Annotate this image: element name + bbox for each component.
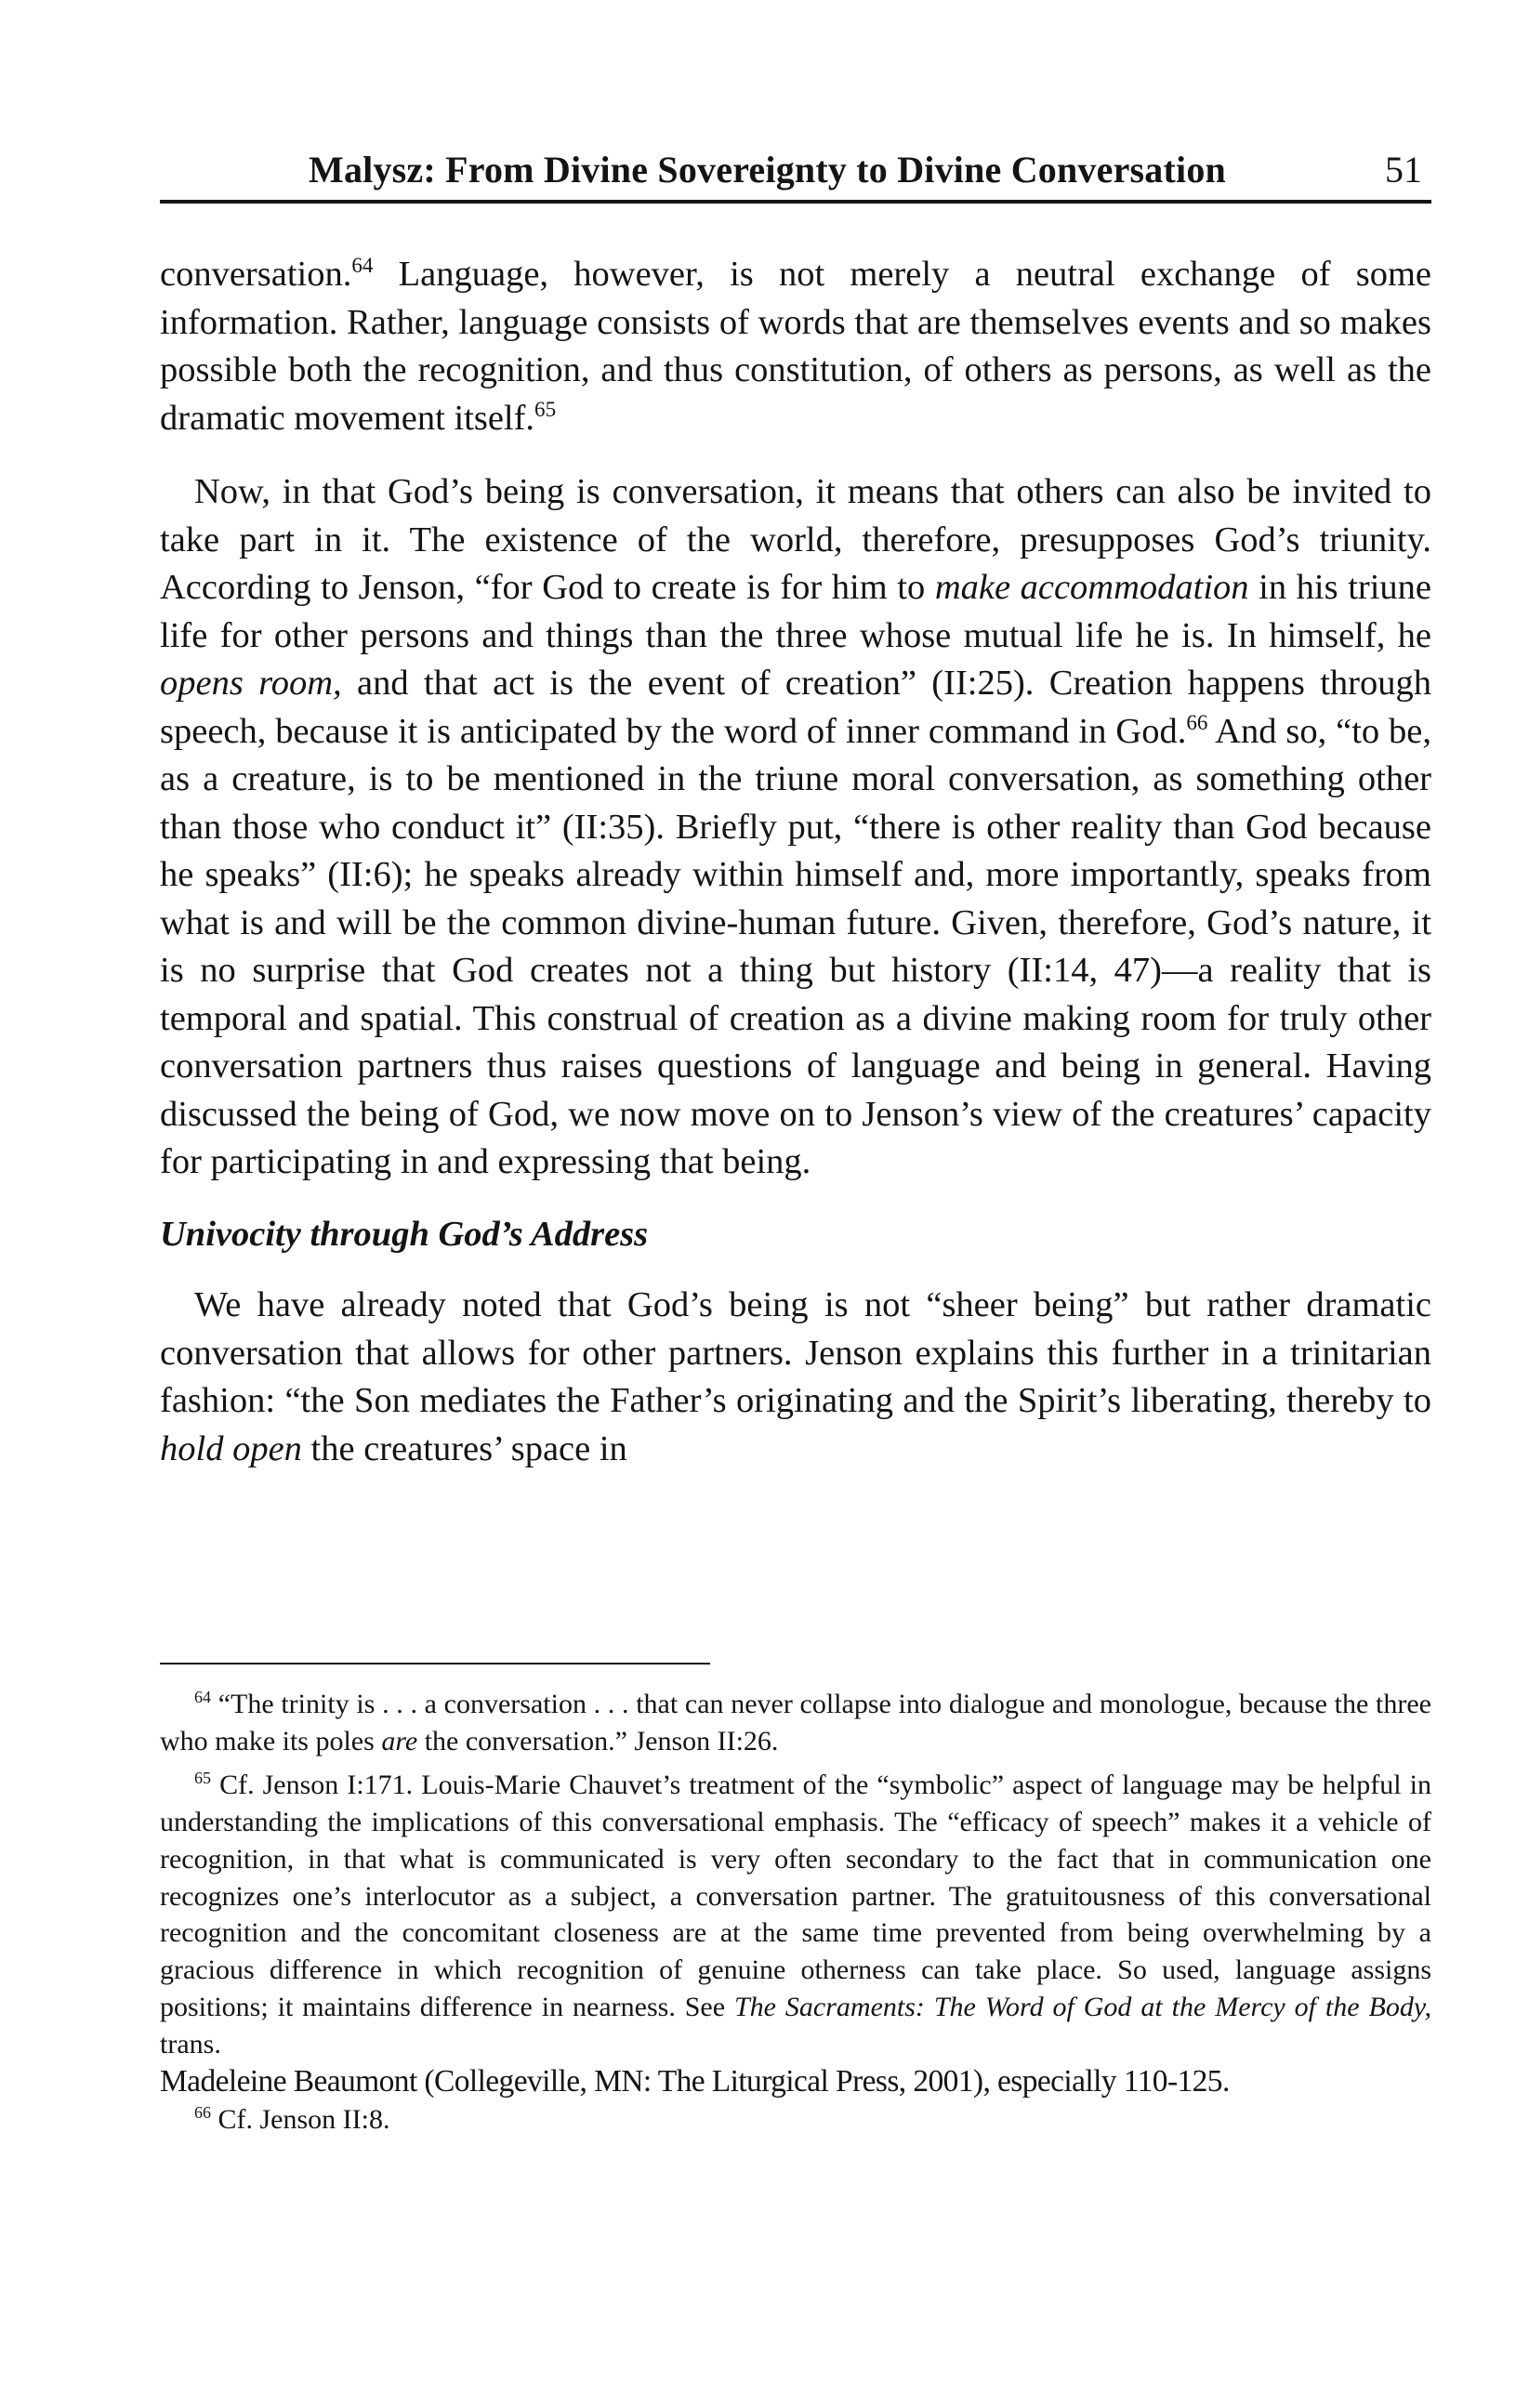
text-run: “The trinity is . . . a conversation . . . that can never collapse into dialogue and monologue, because the three who make its poles bbox=[160, 1689, 1431, 1757]
footnote-64 bbox=[160, 1686, 1431, 1760]
text-run: in his triune life for other persons and things than the three whose mutual life he is. In himself, he bbox=[160, 568, 1431, 655]
running-head bbox=[160, 144, 1431, 204]
body-text bbox=[160, 251, 1431, 1473]
paragraph-2 bbox=[160, 468, 1431, 1187]
emphasis: make accommodation bbox=[934, 568, 1249, 607]
footnote-number: 64 bbox=[194, 1688, 211, 1706]
footnote-number: 66 bbox=[194, 2102, 211, 2122]
text-run: Cf. Jenson I:171. Louis-Marie Chauvet’s treatment of the “symbolic” aspect of language may be helpful in understanding the implications of this conversational emphasis. The “efficacy of speech” makes it a vehicle of recognition, in that what is communicated is very often secondary to the fact that in communication one recognizes one’s interlocutor as a subject, a conversation partner. The gratuitousness of this conversational recognition and the concomitant closeness are at the same time prevented from being overwhelming by a gracious difference in which recognition of genuine otherness can take place. So used, language assigns positions; it maintains difference in nearness. See bbox=[160, 1769, 1431, 2023]
text-run: Cf. Jenson II:8. bbox=[211, 2103, 390, 2135]
text-run: the creatures’ space in bbox=[301, 1428, 627, 1468]
footnote-separator bbox=[160, 1663, 710, 1665]
text-run: and that act is the event of creation” (II:25). Creation happens through speech, because it is anticipated by the word of inner command in God. bbox=[160, 664, 1431, 751]
emphasis: hold open bbox=[160, 1428, 302, 1468]
emphasis: The Sacraments: The Word of God at the Mercy of the Body, bbox=[734, 1992, 1431, 2023]
text-run: And so, “to be, as a creature, is to be mentioned in the triune moral conversation, as something other than those who conduct it” (II:35). Briefly put, “there is other reality than God because he speaks” (II:6); he speaks already within himself and, more importantly, speaks from what is and will be the common divine-human future. Given, therefore, God’s nature, it is no surprise that God creates not a thing but history (II:14, 47)—a reality that is temporal and spatial. This construal of creation as a divine making room for truly other conversation partners thus raises questions of language and being in general. Having discussed the being of God, we now move on to Jenson’s view of the creatures’ capacity for participating in and expressing that being. bbox=[160, 711, 1431, 1181]
text-run: We have already noted that God’s being is not “sheer being” but rather dramatic conversation that allows for other partners. Jenson explains this further in a trinitarian fashion: “the Son mediates the Father’s originating and the Spirit’s liberating, thereby to bbox=[160, 1285, 1431, 1420]
text-run: Now, in that God’s being is conversation, it means that others can also be invited to take part in it. The existence of the world, therefore, presupposes God’s triunity. According to Jenson, “for God to create is for him to bbox=[160, 472, 1431, 607]
text-run: Language, however, is not merely a neutral exchange of some information. Rather, language consists of words that are themselves events and so makes possible both the recognition, and thus constitution, of others as persons, as well as the dramatic movement itself. bbox=[160, 255, 1431, 438]
section-subheading: Univocity through God’s Address bbox=[160, 1214, 649, 1254]
text-run: trans. bbox=[160, 2029, 221, 2060]
text-run: conversation. bbox=[160, 255, 352, 294]
paragraph-3 bbox=[160, 1282, 1431, 1473]
footnotes bbox=[160, 1686, 1431, 2138]
emphasis: are bbox=[381, 1725, 418, 1757]
footnote-ref-66[interactable]: 66 bbox=[1186, 709, 1208, 734]
text-run: Madeleine Beaumont (Collegeville, MN: The Liturgical Press, 2001), especially 110-125. bbox=[160, 2064, 1230, 2099]
running-title: Malysz: From Divine Sovereignty to Divine Conversation bbox=[309, 149, 1226, 191]
footnote-65 bbox=[160, 1767, 1431, 2101]
footnote-66 bbox=[160, 2101, 1431, 2138]
emphasis: opens room, bbox=[160, 664, 342, 703]
page-number: 51 bbox=[1385, 149, 1422, 191]
footnote-ref-64[interactable]: 64 bbox=[351, 253, 374, 278]
footnote-ref-65[interactable]: 65 bbox=[534, 396, 557, 421]
footnote-number: 65 bbox=[194, 1768, 211, 1787]
text-run: the conversation.” Jenson II:26. bbox=[417, 1725, 779, 1757]
paragraph-1 bbox=[160, 251, 1431, 442]
